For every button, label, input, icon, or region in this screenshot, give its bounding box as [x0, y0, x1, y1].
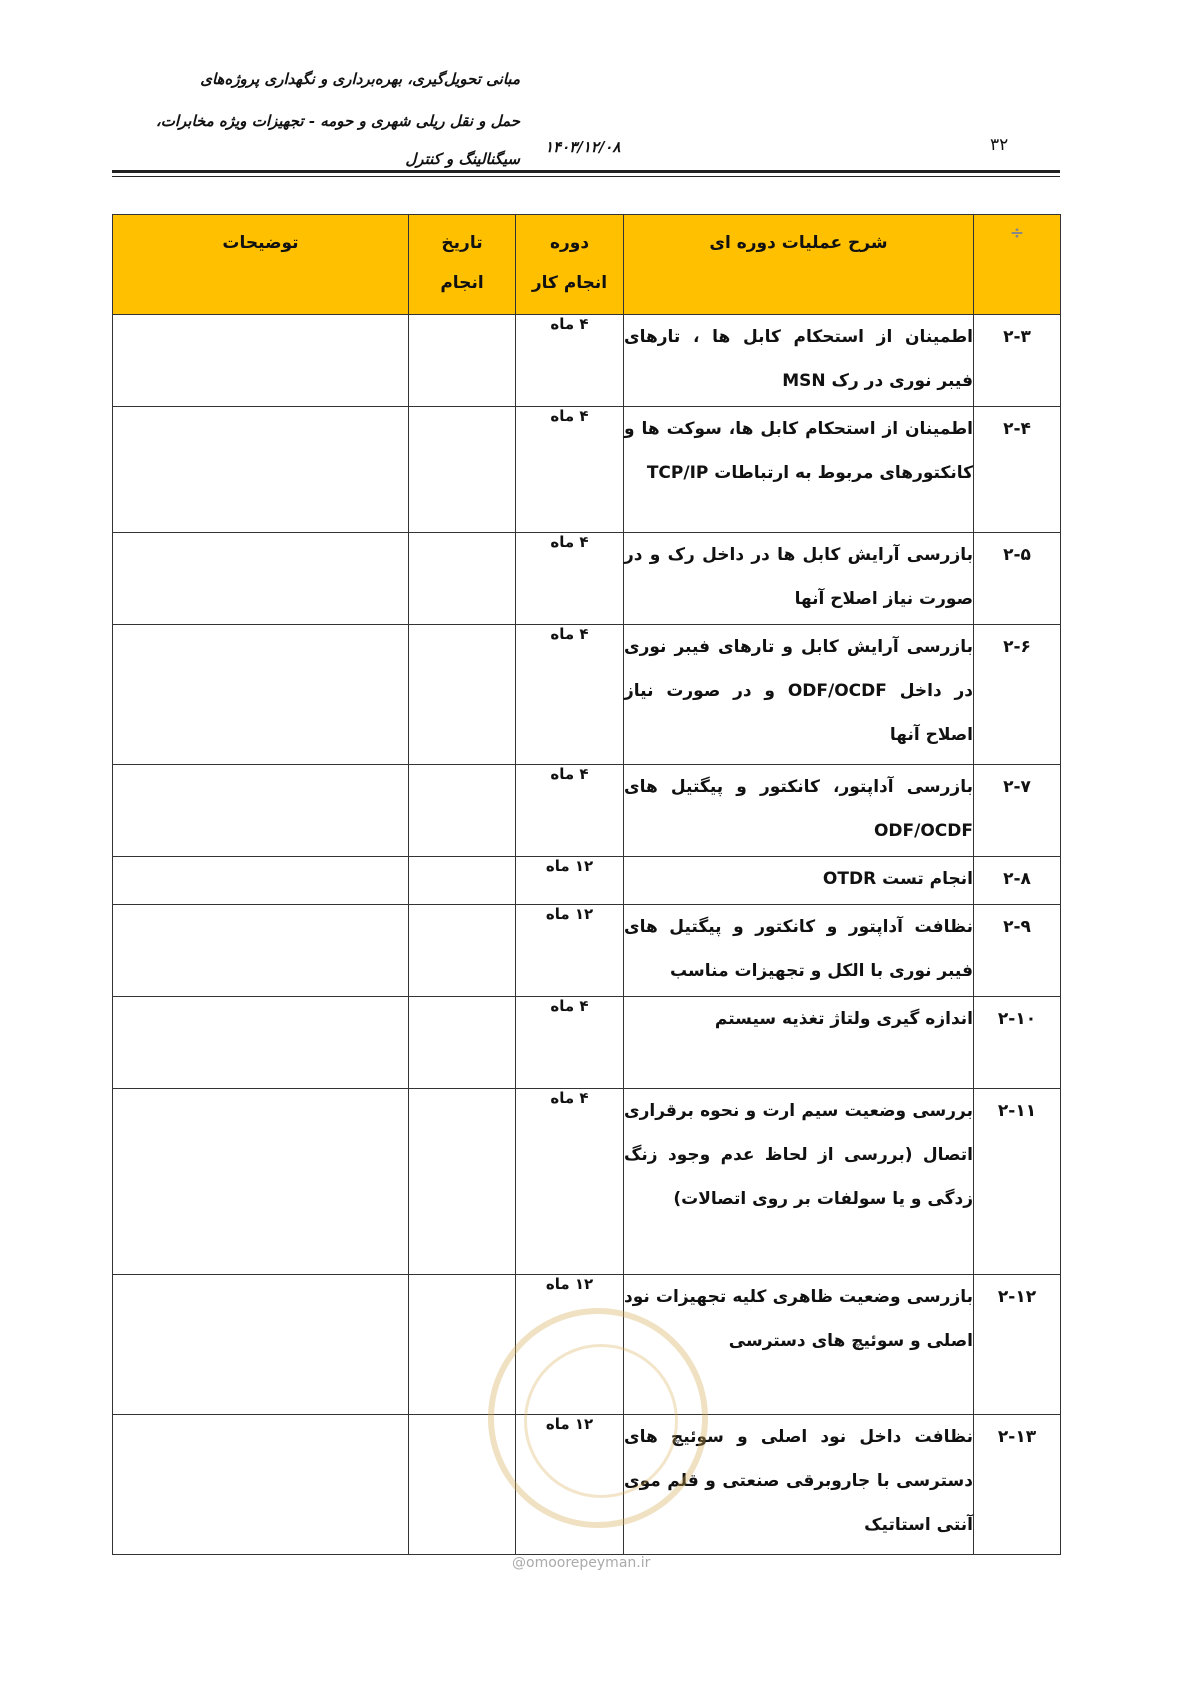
table-row	[113, 533, 1061, 625]
row-description: نظافت آداپتور و کانکتور و پیگتیل های فیبر نوری با الکل و تجهیزات مناسب	[624, 905, 974, 997]
header-title-line-2: حمل و نقل ریلی شهری و حومه - تجهیزات ویژه مخابرات،	[155, 112, 520, 130]
row-number: ۲-۱۰	[974, 997, 1061, 1089]
row-number: ۲-۷	[974, 765, 1061, 857]
row-period: ۴ ماه	[516, 765, 624, 857]
header-notes	[113, 215, 409, 315]
row-description: بازرسی آداپتور، کانکتور و پیگتیل های ODF/OCDF	[624, 765, 974, 857]
row-notes	[113, 997, 409, 1089]
row-date	[409, 407, 516, 533]
header-date-line-1: تاریخ	[441, 233, 483, 253]
table-row	[113, 997, 1061, 1089]
row-date	[409, 533, 516, 625]
page-number: ۳۲	[990, 135, 1009, 155]
footer-website: @omoorepeyman.ir	[512, 1555, 651, 1571]
header-date: ۱۴۰۳/۱۲/۰۸	[545, 138, 621, 156]
row-description: انجام تست OTDR	[624, 857, 974, 905]
row-description: بازرسی وضعیت ظاهری کلیه تجهیزات نود اصلی و سوئیچ های دسترسی	[624, 1275, 974, 1415]
row-number: ۲-۱۱	[974, 1089, 1061, 1275]
row-period: ۴ ماه	[516, 997, 624, 1089]
row-description: اندازه گیری ولتاژ تغذیه سیستم	[624, 997, 974, 1089]
row-date	[409, 905, 516, 997]
header-number: ÷	[974, 215, 1061, 315]
header-period	[516, 215, 624, 315]
table-row	[113, 765, 1061, 857]
row-period: ۴ ماه	[516, 1089, 624, 1275]
row-period: ۱۲ ماه	[516, 1415, 624, 1555]
row-date	[409, 625, 516, 765]
row-description: اطمینان از استحکام کابل ها، سوکت ها و کانکتورهای مربوط به ارتباطات TCP/IP	[624, 407, 974, 533]
table-row	[113, 625, 1061, 765]
row-notes	[113, 1275, 409, 1415]
row-notes	[113, 1415, 409, 1555]
row-date	[409, 1275, 516, 1415]
row-date	[409, 997, 516, 1089]
row-notes	[113, 905, 409, 997]
row-number: ۲-۵	[974, 533, 1061, 625]
row-period: ۱۲ ماه	[516, 905, 624, 997]
row-number: ۲-۴	[974, 407, 1061, 533]
table-row	[113, 407, 1061, 533]
row-description: اطمینان از استحکام کابل ها ، تارهای فیبر نوری در رک MSN	[624, 315, 974, 407]
row-notes	[113, 857, 409, 905]
header-period-line-2: انجام کار	[531, 273, 608, 293]
header-title-line-1: مبانی تحویل‌گیری، بهره‌برداری و نگهداری پروژه‌های	[200, 70, 520, 88]
header-notes-label: توضیحات	[222, 233, 299, 253]
row-date	[409, 1089, 516, 1275]
header-rule-thin	[112, 176, 1060, 177]
row-period: ۱۲ ماه	[516, 857, 624, 905]
row-notes	[113, 315, 409, 407]
row-number: ۲-۸	[974, 857, 1061, 905]
row-date	[409, 1415, 516, 1555]
table-row	[113, 1415, 1061, 1555]
header-description-label: شرح عملیات دوره ای	[709, 233, 888, 253]
row-number: ۲-۹	[974, 905, 1061, 997]
row-date	[409, 857, 516, 905]
row-period: ۴ ماه	[516, 315, 624, 407]
header-rule-thick	[112, 170, 1060, 173]
row-period: ۱۲ ماه	[516, 1275, 624, 1415]
page-header	[0, 0, 1191, 180]
row-notes	[113, 625, 409, 765]
row-notes	[113, 765, 409, 857]
row-description: نظافت داخل نود اصلی و سوئیچ های دسترسی با جاروبرقی صنعتی و قلم موی آنتی استاتیک	[624, 1415, 974, 1555]
row-notes	[113, 1089, 409, 1275]
row-period: ۴ ماه	[516, 407, 624, 533]
table-row	[113, 1089, 1061, 1275]
row-number: ۲-۳	[974, 315, 1061, 407]
row-number: ۲-۱۲	[974, 1275, 1061, 1415]
row-period: ۴ ماه	[516, 533, 624, 625]
row-period: ۴ ماه	[516, 625, 624, 765]
row-description: بررسی وضعیت سیم ارت و نحوه برقراری اتصال (بررسی از لحاظ عدم وجود زنگ زدگی و یا سولفات بر روی اتصالات)	[624, 1089, 974, 1275]
row-date	[409, 765, 516, 857]
row-description: بازرسی آرایش کابل و تارهای فیبر نوری در داخل ODF/OCDF و در صورت نیاز اصلاح آنها	[624, 625, 974, 765]
row-number: ۲-۱۳	[974, 1415, 1061, 1555]
row-date	[409, 315, 516, 407]
header-date	[409, 215, 516, 315]
header-title-line-3: سیگنالینگ و کنترل	[405, 150, 520, 168]
table-row	[113, 857, 1061, 905]
table-header-row	[113, 215, 1061, 315]
header-description	[624, 215, 974, 315]
header-period-line-1: دوره	[549, 233, 590, 253]
row-description: بازرسی آرایش کابل ها در داخل رک و در صورت نیاز اصلاح آنها	[624, 533, 974, 625]
row-number: ۲-۶	[974, 625, 1061, 765]
row-notes	[113, 533, 409, 625]
header-date-line-2: انجام	[440, 273, 484, 293]
table-row	[113, 905, 1061, 997]
table-row	[113, 1275, 1061, 1415]
table-row	[113, 315, 1061, 407]
row-notes	[113, 407, 409, 533]
periodic-operations-table	[112, 214, 1061, 1555]
